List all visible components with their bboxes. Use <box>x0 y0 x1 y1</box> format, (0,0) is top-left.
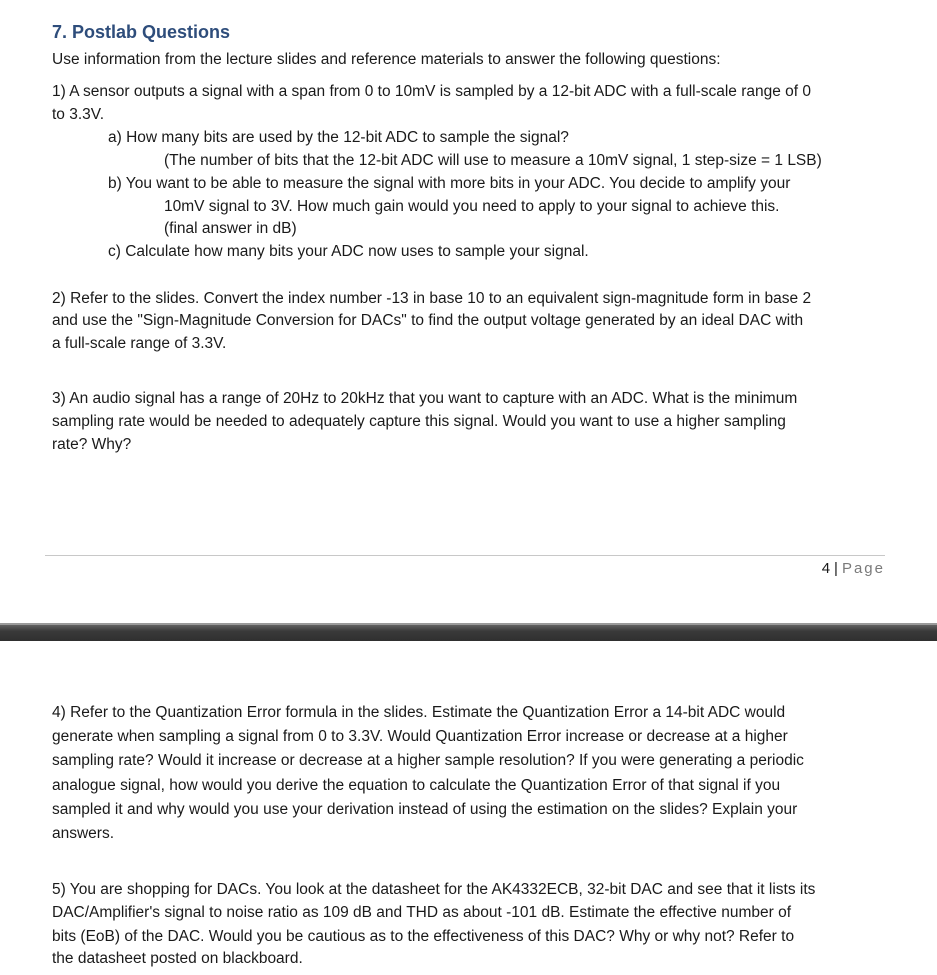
question-2-line-2: and use the "Sign-Magnitude Conversion for DACs" to find the output voltage generated by an ideal DAC with <box>52 312 804 329</box>
page-break-edge <box>0 623 937 625</box>
question-1b-line-2: 10mV signal to 3V. How much gain would you need to apply to your signal to achieve this. <box>164 198 780 215</box>
question-4-line-5: sampled it and why would you use your derivation instead of using the estimation on the slides? Explain your <box>52 801 798 818</box>
section-intro: Use information from the lecture slides and reference materials to answer the following questions: <box>52 51 721 68</box>
page-number-value: 4 <box>821 560 831 577</box>
question-1c: c) Calculate how many bits your ADC now uses to sample your signal. <box>108 243 589 260</box>
question-2-line-3: a full-scale range of 3.3V. <box>52 335 227 352</box>
question-4-line-6: answers. <box>52 825 115 842</box>
question-4-line-1: 4) Refer to the Quantization Error formula in the slides. Estimate the Quantization Error a 14-bit ADC would <box>52 704 786 721</box>
page-break-gutter <box>0 623 937 641</box>
question-3-line-2: sampling rate would be needed to adequately capture this signal. Would you want to use a higher sampling <box>52 413 786 430</box>
document-page-5 <box>0 641 937 975</box>
question-5-line-2: DAC/Amplifier's signal to noise ratio as 109 dB and THD as about -101 dB. Estimate the effective number of <box>52 904 792 921</box>
question-1-line-2: to 3.3V. <box>52 106 105 123</box>
question-4-line-3: sampling rate? Would it increase or decrease at a higher sample resolution? If you were generating a periodic <box>52 752 804 769</box>
question-1b-line-3: (final answer in dB) <box>164 220 297 237</box>
question-4-line-4: analogue signal, how would you derive the equation to calculate the Quantization Error of that signal if you <box>52 777 781 794</box>
question-1a-line-2: (The number of bits that the 12-bit ADC will use to measure a 10mV signal, 1 step-size = 1 LSB) <box>164 152 822 169</box>
page-number-separator: | <box>834 560 838 577</box>
page-number <box>822 560 885 577</box>
question-1a-line-1: a) How many bits are used by the 12-bit ADC to sample the signal? <box>108 129 569 146</box>
page-label: Page <box>841 560 885 577</box>
question-5-line-3: bits (EoB) of the DAC. Would you be cautious as to the effectiveness of this DAC? Why or why not? Refer to <box>52 928 795 945</box>
footer-divider <box>45 555 885 556</box>
question-1b-line-1: b) You want to be able to measure the signal with more bits in your ADC. You decide to amplify your <box>108 175 791 192</box>
question-1-line-1: 1) A sensor outputs a signal with a span from 0 to 10mV is sampled by a 12-bit ADC with a full-scale range of 0 <box>52 83 812 100</box>
question-4-line-2: generate when sampling a signal from 0 to 3.3V. Would Quantization Error increase or decrease at a higher <box>52 728 788 745</box>
question-5-line-4: the datasheet posted on blackboard. <box>52 950 303 967</box>
question-2-line-1: 2) Refer to the slides. Convert the index number -13 in base 10 to an equivalent sign-magnitude form in base 2 <box>52 290 812 307</box>
question-5-line-1: 5) You are shopping for DACs. You look at the datasheet for the AK4332ECB, 32-bit DAC and see that it lists its <box>52 881 816 898</box>
question-3-line-1: 3) An audio signal has a range of 20Hz to 20kHz that you want to capture with an ADC. What is the minimum <box>52 390 798 407</box>
section-heading: 7. Postlab Questions <box>52 22 231 42</box>
question-3-line-3: rate? Why? <box>52 436 132 453</box>
